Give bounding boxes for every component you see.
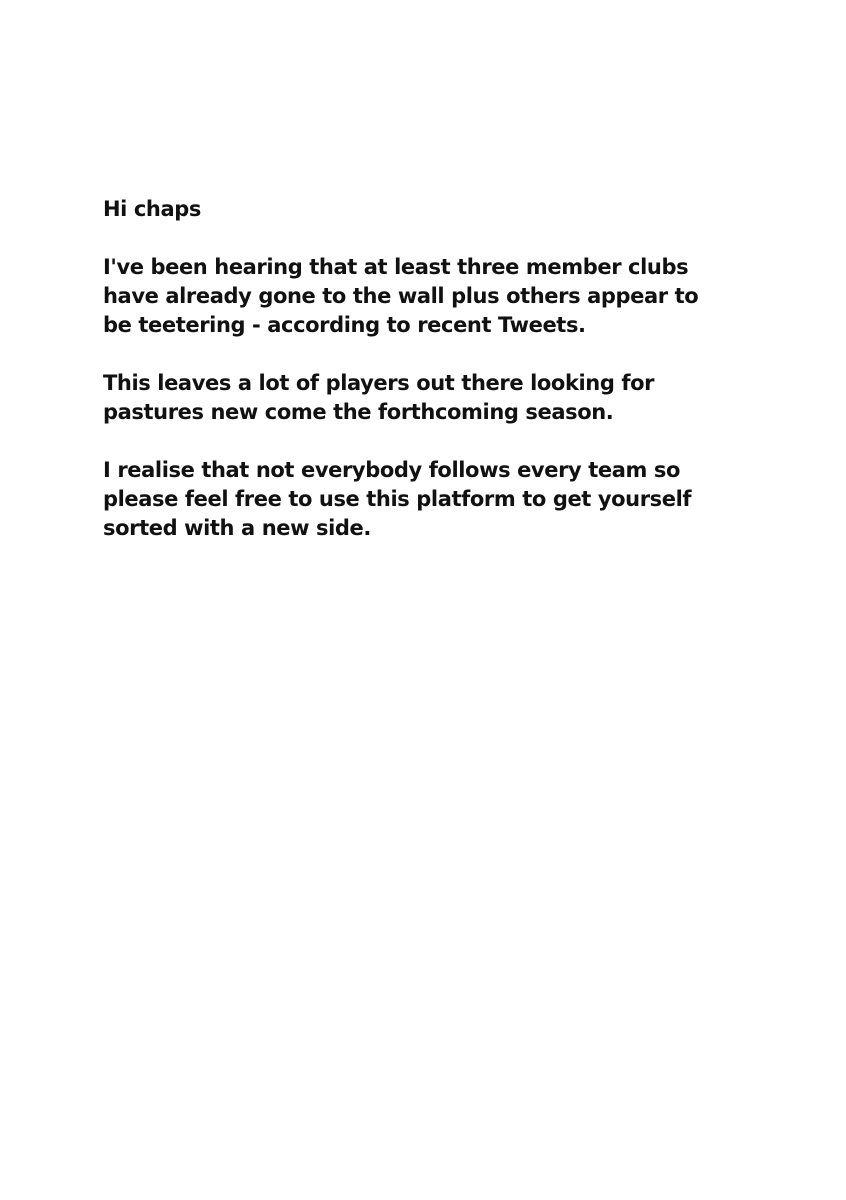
paragraph-use-platform xyxy=(103,456,743,543)
paragraph-clubs-folding xyxy=(103,253,743,340)
greeting xyxy=(103,195,743,224)
letter-body xyxy=(103,195,743,543)
text-line: I realise that not everybody follows every team so xyxy=(103,458,680,482)
text-line: have already gone to the wall plus others appear to xyxy=(103,284,699,308)
text-line: pastures new come the forthcoming season. xyxy=(103,400,614,424)
text-line: I've been hearing that at least three member clubs xyxy=(103,255,689,279)
text-line: please feel free to use this platform to get yourself xyxy=(103,487,692,511)
greeting-line: Hi chaps xyxy=(103,197,201,221)
text-line: This leaves a lot of players out there looking for xyxy=(103,371,655,395)
text-line: be teetering - according to recent Tweets. xyxy=(103,313,586,337)
text-line: sorted with a new side. xyxy=(103,516,371,540)
paragraph-players-looking xyxy=(103,369,743,427)
